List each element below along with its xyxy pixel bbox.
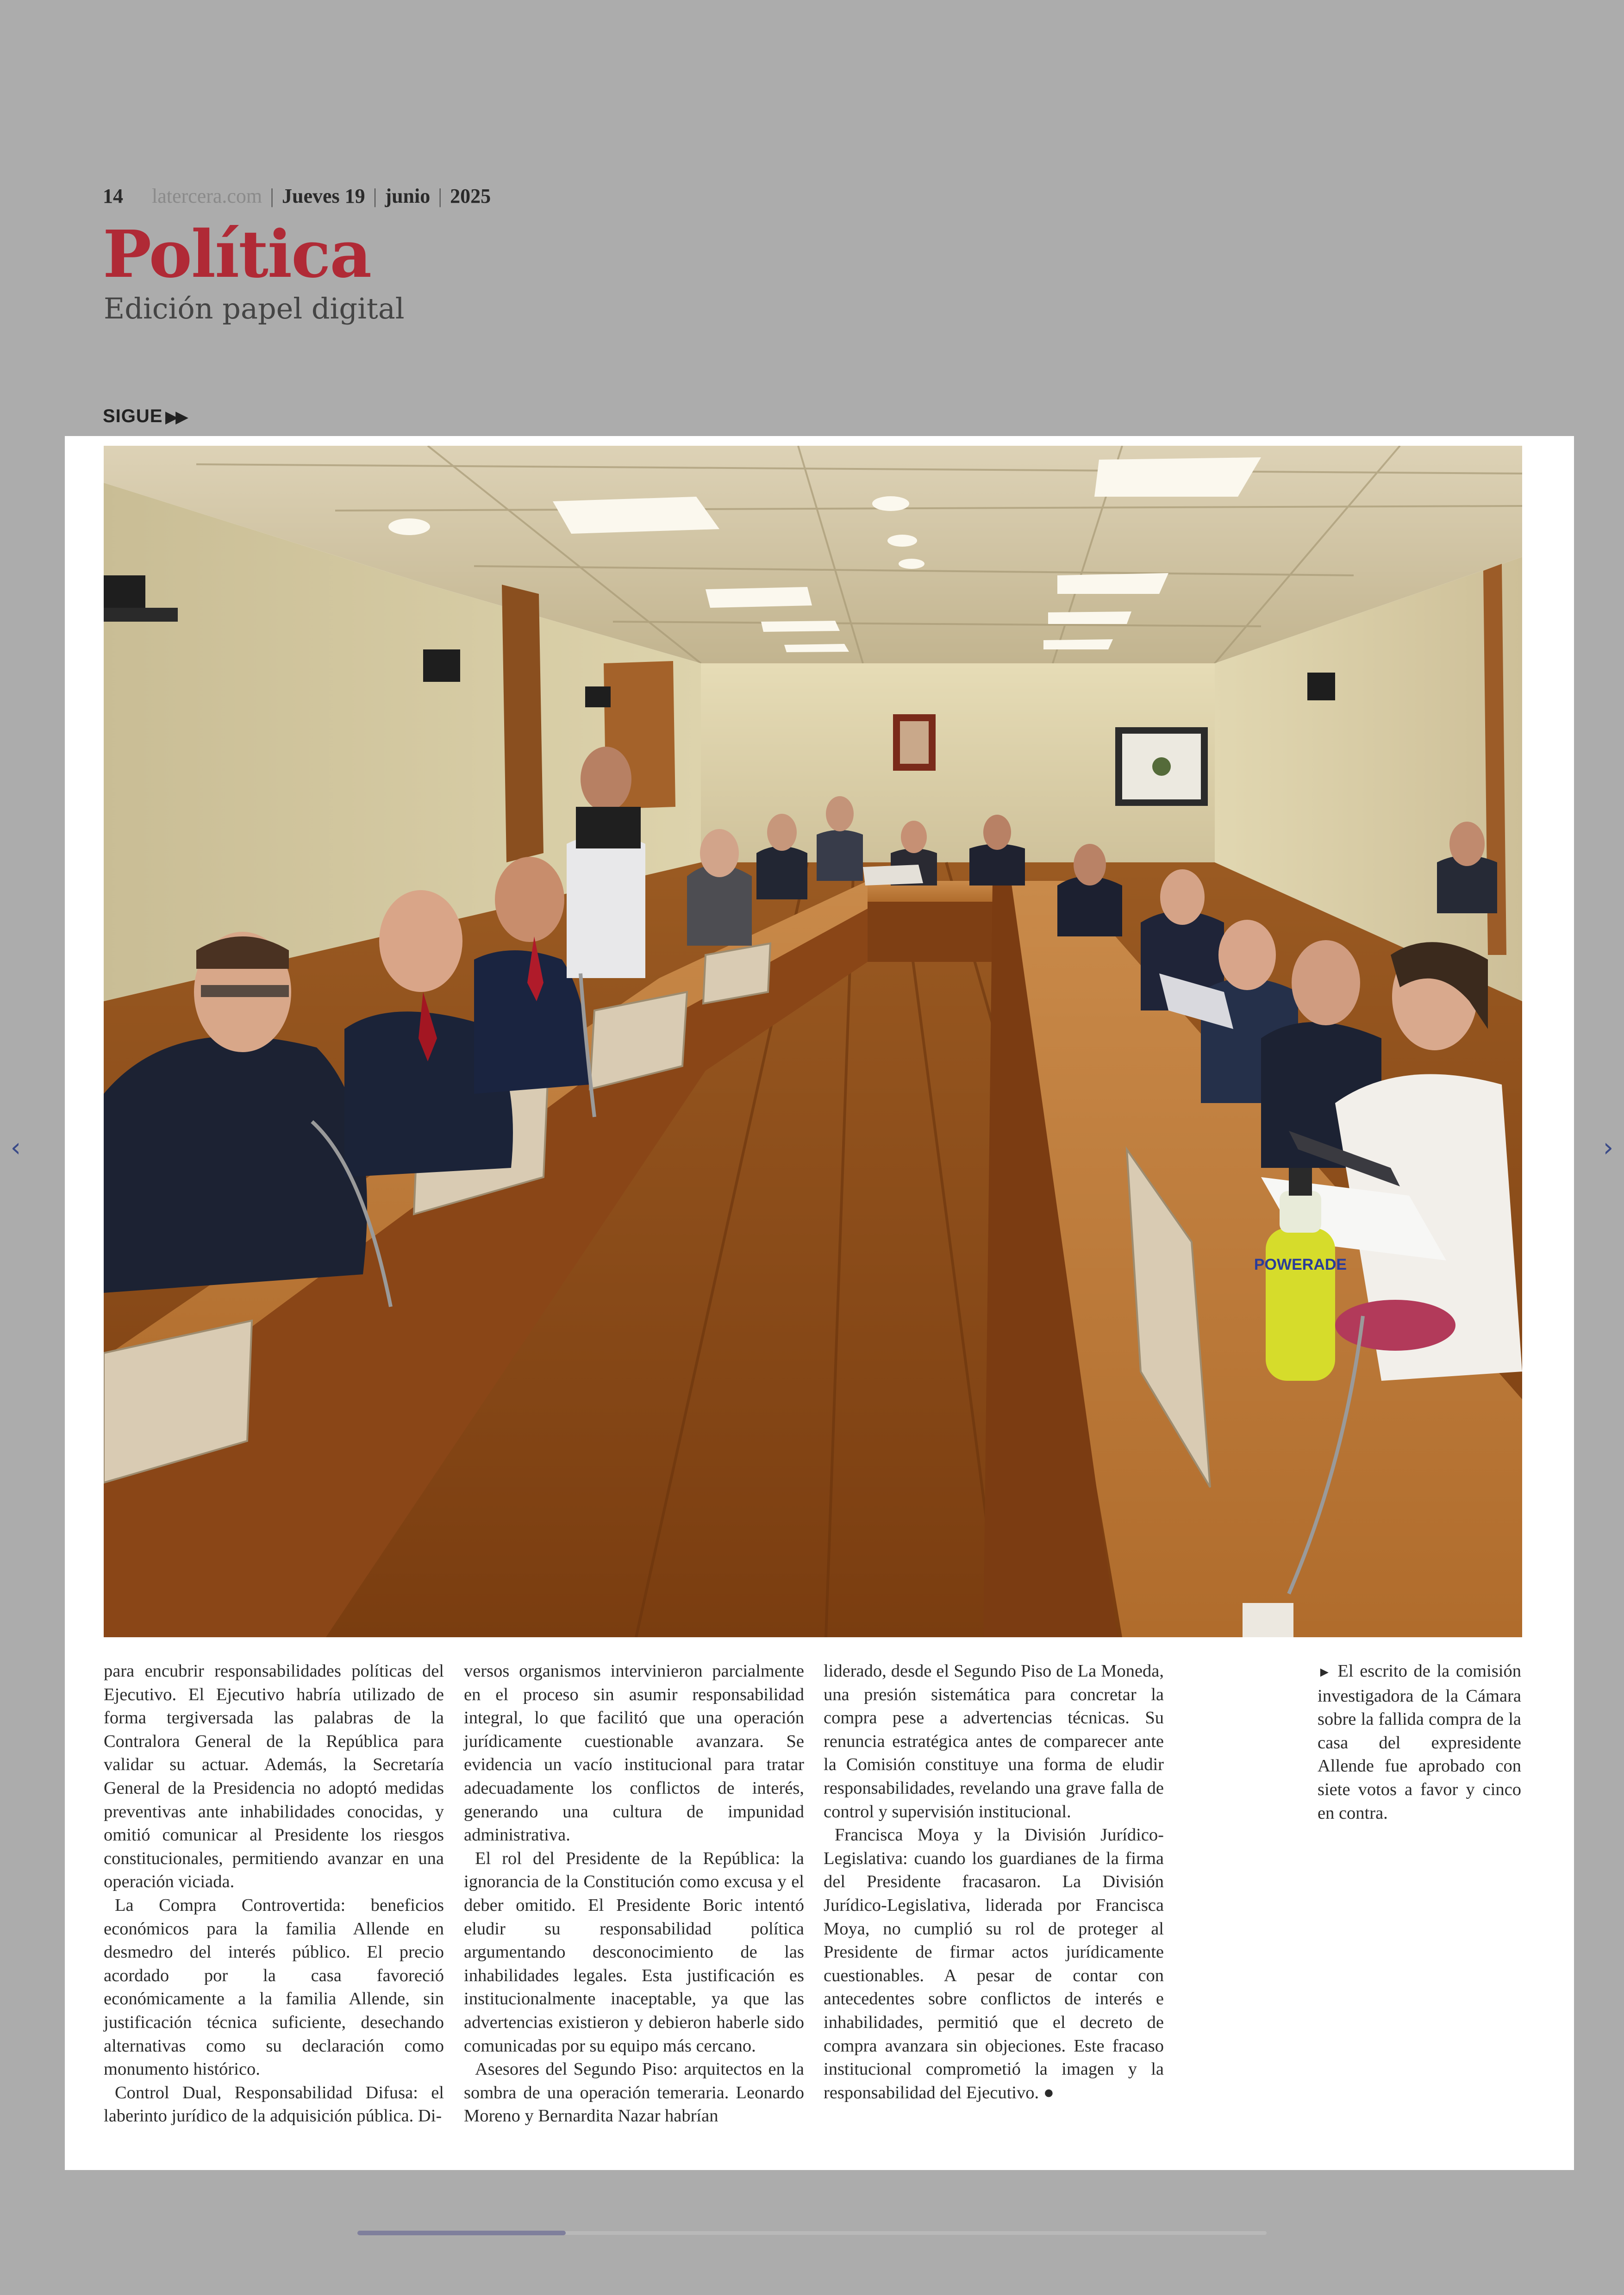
page-number: 14 [103,185,123,207]
next-page-button[interactable] [1597,1133,1619,1163]
paragraph: para encubrir responsabilidades políticas del Ejecutivo. El Ejecutivo habría utilizado de forma tergiversada las palabras de la Contralora General de la República para validar su actuar. Además, la Secretaría General de la Presidencia no adoptó medidas preventivas ante inhabilidades conocidas, y omitió comunicar al Presidente los riesgos constitucionales, permitiendo avanzar en una operación viciada. [104,1661,444,1892]
article-column-1 [104,1659,444,2128]
continues-arrows-icon: ▶▶ [165,408,186,426]
masthead-line [103,184,491,208]
site-name: latercera.com [152,185,262,207]
paragraph: La Compra Controvertida: beneficios económicos para la familia Allende en desmedro del interés público. El precio acordado por la casa favoreció económicamente a la familia Allende, sin justificación técnica suficiente, desechando alternativas como su declaración como monumento histórico. [104,1895,444,2079]
section-title: Política [103,217,371,293]
committee-session-photo [104,446,1522,1637]
paragraph: Control Dual, Responsabilidad Difusa: el laberinto jurídico de la adquisición pública. Di- [104,2083,444,2126]
caption-text: El escrito de la comisión investigadora de la Cámara sobre la fallida compra de la casa del expresidente Allende fue aprobado con siete votos a favor y cinco en contra. [1318,1661,1522,1823]
paragraph: Asesores del Segundo Piso: arquitectos en la sombra de una operación temeraria. Leonardo Moreno y Bernardita Nazar habrían [464,2059,804,2126]
end-mark-icon: ● [1043,2083,1054,2102]
separator: | [270,185,274,207]
issue-year: 2025 [450,185,491,207]
chevron-left-icon: ‹ [10,1133,21,1163]
issue-day: Jueves 19 [281,185,365,207]
separator: | [373,185,377,207]
chevron-right-icon: › [1603,1133,1614,1163]
caption-marker-icon: ► [1318,1665,1331,1680]
continues-text: SIGUE [103,406,163,426]
paragraph-text: Francisca Moya y la División Jurídico-Legislativa: cuando los guardianes de la firma del Presidente fracasaron. La División Jurídico-Legislativa, liderada por Francisca Moya, no cumplió su rol de proteger al Presidente de firmar actos jurídicamente cuestionables. A pesar de contar con antecedentes sobre conflictos de interés e inhabilidades, permitió que el decreto de compra avanzara sin objeciones. Este fracaso institucional comprometió la imagen y la responsabilidad del Ejecutivo. [824,1825,1164,2102]
paragraph [824,1823,1164,2104]
article-column-2 [464,1659,804,2128]
paragraph: versos organismos intervinieron parcialmente en el proceso sin asumir responsabilidad integral, lo que facilitó que una operación jurídicamente cuestionable avanzara. Se evidencia un vacío institucional para tratar adecuadamente los conflictos de interés, generando una cultura de impunidad administrativa. [464,1661,804,1845]
page-scroll-thumb[interactable] [357,2231,566,2235]
article-column-3 [824,1659,1164,2104]
issue-month: junio [385,185,431,207]
photo-caption [1318,1659,1521,1825]
bottle-label: POWERADE [1254,1256,1347,1273]
continues-label [103,406,186,427]
paragraph: liderado, desde el Segundo Piso de La Moneda, una presión sistemática para concretar la compra pese a advertencias técnicas. Su renuncia estratégica antes de comparecer ante la Comisión constituye una forma de eludir responsabilidades, revelando una grave falla de control y supervisión institucional. [824,1661,1164,1821]
separator: | [438,185,443,207]
previous-page-button[interactable] [5,1133,27,1163]
section-subtitle: Edición papel digital [104,292,405,325]
paragraph: El rol del Presidente de la República: la ignorancia de la Constitución como excusa y el deber omitido. El Presidente Boric intentó eludir su responsabilidad política argumentando desconocimiento de las inhabilidades legales. Esta justificación es institucionalmente inaceptable, ya que las advertencias existieron y debieron haberle sido comunicadas por su equipo más cercano. [464,1848,804,2056]
